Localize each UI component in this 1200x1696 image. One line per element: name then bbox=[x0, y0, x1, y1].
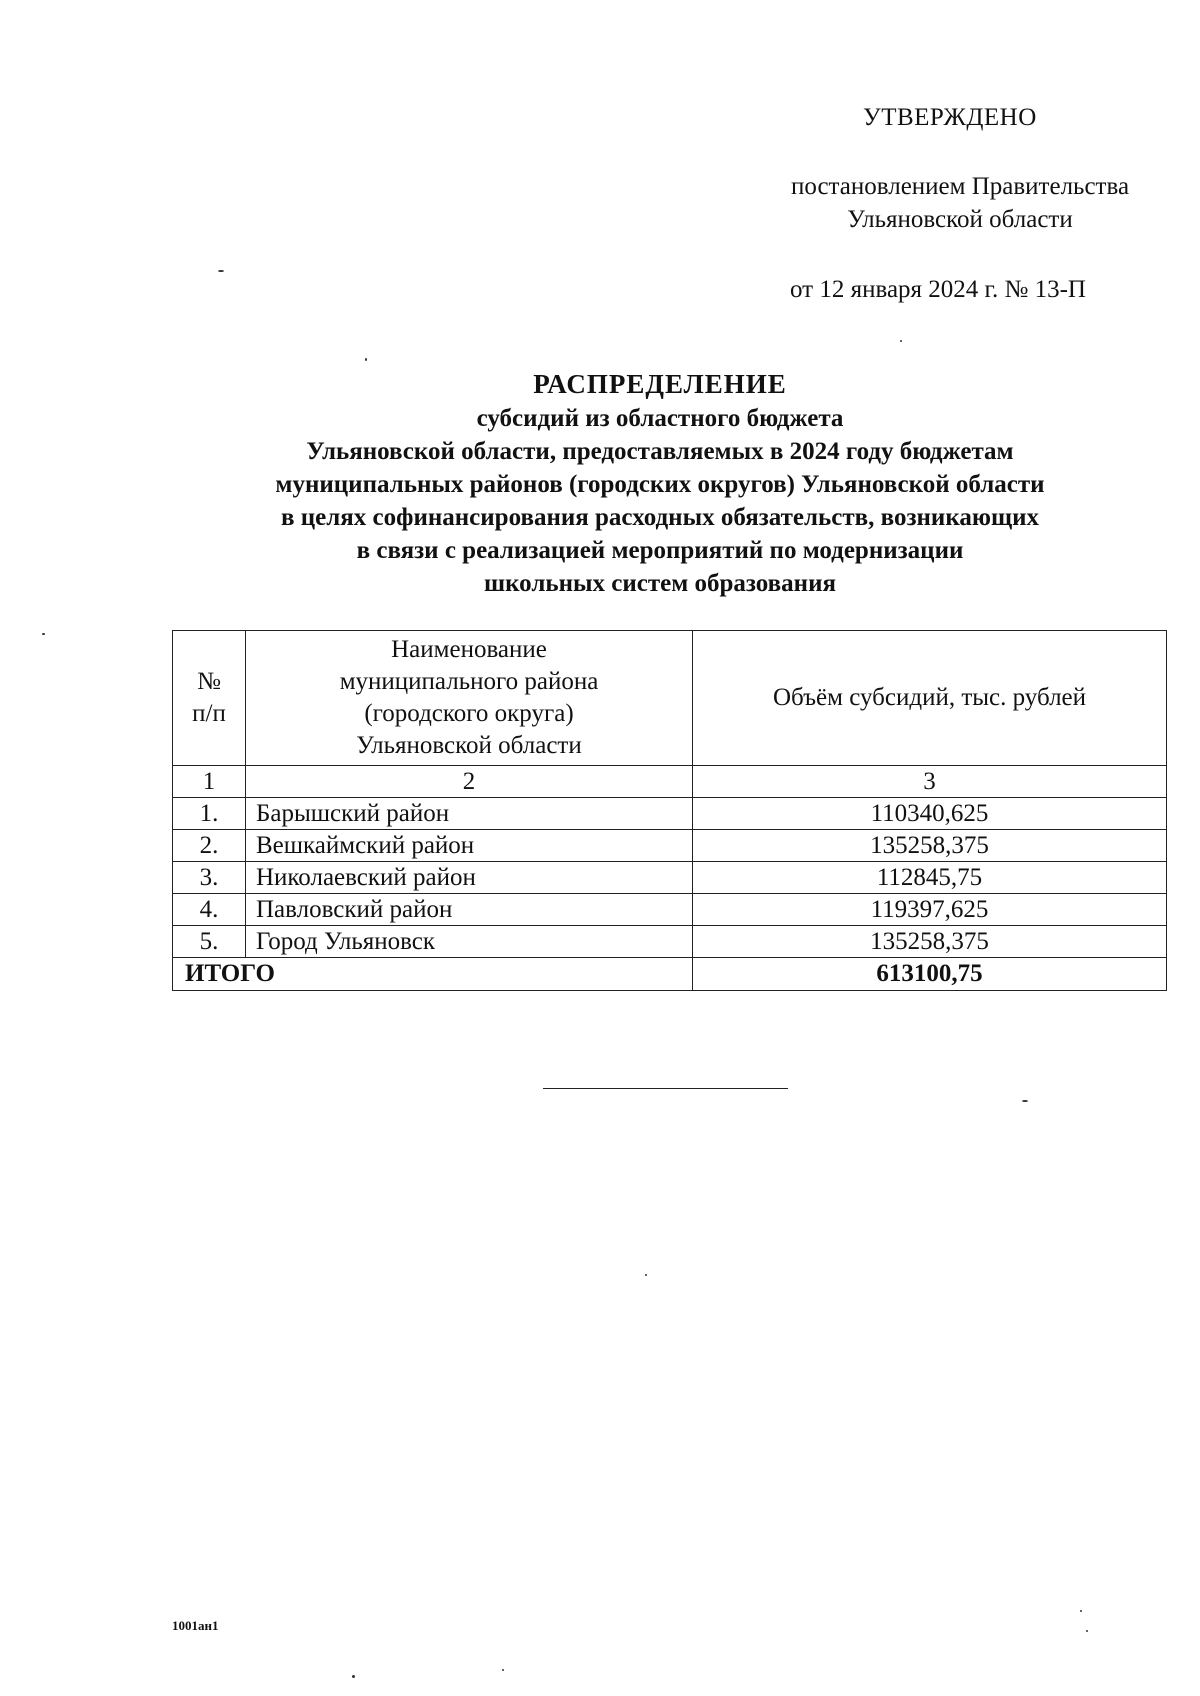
scan-speck bbox=[900, 340, 902, 342]
approval-date: от 12 января 2024 г. № 13-П bbox=[790, 276, 1086, 303]
approved-by-text bbox=[760, 170, 1160, 236]
subtitle-line: субсидий из областного бюджета bbox=[476, 405, 844, 432]
scan-speck bbox=[502, 1669, 504, 1671]
table-row bbox=[173, 830, 1167, 862]
table-row bbox=[173, 894, 1167, 926]
subsidy-amount: 135258,375 bbox=[693, 926, 1167, 958]
subsidy-amount: 112845,75 bbox=[693, 862, 1167, 894]
approved-by-line-2: Ульяновской области bbox=[847, 206, 1073, 233]
row-number: 2. bbox=[173, 830, 246, 862]
subtitle-line: в целях софинансирования расходных обязательств, возникающих bbox=[281, 504, 1039, 531]
municipality-name: Город Ульяновск bbox=[246, 926, 693, 958]
table-header-row bbox=[173, 631, 1167, 766]
header-number-line-1: № bbox=[197, 668, 221, 695]
scan-speck bbox=[352, 1675, 355, 1678]
document-title bbox=[160, 366, 1160, 600]
table-row bbox=[173, 926, 1167, 958]
scan-speck bbox=[365, 358, 367, 361]
header-number-line-2: п/п bbox=[192, 700, 226, 727]
approved-by-line-1: постановлением Правительства bbox=[790, 173, 1130, 200]
header-amount: Объём субсидий, тыс. рублей bbox=[693, 631, 1167, 766]
municipality-name: Вешкаймский район bbox=[246, 830, 693, 862]
column-number: 2 bbox=[246, 766, 693, 798]
municipality-name: Барышский район bbox=[246, 798, 693, 830]
scan-speck bbox=[42, 633, 45, 635]
document-title-subtitle bbox=[160, 402, 1160, 600]
table-row bbox=[173, 862, 1167, 894]
subsidy-distribution-table bbox=[172, 630, 1167, 991]
subsidy-amount: 110340,625 bbox=[693, 798, 1167, 830]
scan-speck bbox=[218, 270, 224, 272]
row-number: 3. bbox=[173, 862, 246, 894]
approval-block bbox=[0, 0, 1200, 320]
column-number-row bbox=[173, 766, 1167, 798]
approved-stamp-title: УТВЕРЖДЕНО bbox=[863, 104, 1037, 131]
scan-speck bbox=[1086, 1630, 1088, 1632]
scan-speck bbox=[645, 1274, 647, 1276]
document-title-main: РАСПРЕДЕЛЕНИЕ bbox=[533, 369, 787, 399]
total-label: ИТОГО bbox=[173, 958, 693, 991]
municipality-name: Николаевский район bbox=[246, 862, 693, 894]
subsidy-amount: 119397,625 bbox=[693, 894, 1167, 926]
header-municipality-line-4: Ульяновской области bbox=[356, 732, 582, 759]
row-number: 4. bbox=[173, 894, 246, 926]
subtitle-line: в связи с реализацией мероприятий по модернизации bbox=[356, 537, 964, 564]
header-municipality-line-2: муниципального района bbox=[339, 668, 599, 695]
document-code: 1001ан1 bbox=[172, 1618, 219, 1633]
end-separator-line bbox=[543, 1088, 788, 1089]
total-row bbox=[173, 958, 1167, 991]
header-municipality-line-1: Наименование bbox=[391, 636, 547, 663]
header-municipality-line-3: (городского округа) bbox=[364, 700, 574, 727]
scan-speck bbox=[1022, 1100, 1028, 1102]
subsidy-amount: 135258,375 bbox=[693, 830, 1167, 862]
scan-speck bbox=[1080, 1610, 1082, 1612]
column-number: 1 bbox=[173, 766, 246, 798]
header-municipality bbox=[246, 631, 693, 766]
total-amount: 613100,75 bbox=[693, 958, 1167, 991]
table-row bbox=[173, 798, 1167, 830]
subtitle-line: Ульяновской области, предоставляемых в 2024 году бюджетам bbox=[306, 438, 1014, 465]
subtitle-line: муниципальных районов (городских округов) Ульяновской области bbox=[275, 471, 1045, 498]
column-number: 3 bbox=[693, 766, 1167, 798]
row-number: 5. bbox=[173, 926, 246, 958]
subtitle-line: школьных систем образования bbox=[483, 570, 837, 597]
municipality-name: Павловский район bbox=[246, 894, 693, 926]
row-number: 1. bbox=[173, 798, 246, 830]
header-number bbox=[173, 631, 246, 766]
